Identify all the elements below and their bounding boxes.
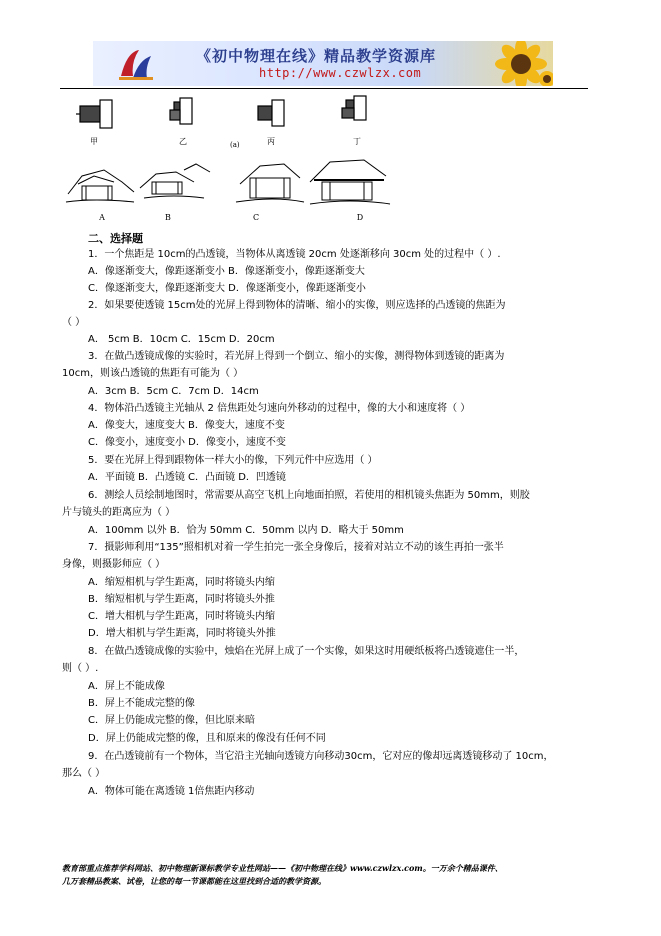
header-url[interactable]: http://www.czwlzx.com [259,66,422,80]
q4-stem: 4．物体沿凸透镜主光轴从 2 倍焦距处匀速向外移动的过程中，像的大小和速度将（ ） [88,403,471,414]
footer-line-2: 几万套精品教案、试卷，让您的每一节课都能在这里找到合适的教学资源。 [62,876,326,886]
q1-stem: 1．一个焦距是 10cm的凸透镜，当物体从离透镜 20cm 处逐渐移向 30cm 处的过程中（ ）. [88,249,501,260]
q1-options-ab: A．像逐渐变大，像距逐渐变小 B．像逐渐变小，像距逐渐变大 [88,266,365,277]
q6-stem: 6．测绘人员绘制地图时，常需要从高空飞机上向地面拍照，若使用的相机镜头焦距为 50mm，则胶 [88,490,530,501]
q7-option-b: B．缩短相机与学生距离，同时将镜头外推 [88,594,275,605]
page-footer [62,862,602,888]
label-ding: 丁 [353,137,361,146]
scene-d [310,160,390,204]
q9-stem-cont: 那么（ ） [62,768,106,779]
scene-a [66,170,134,202]
header-rule [60,88,588,89]
label-B: B [165,213,171,222]
q3-stem: 3．在做凸透镜成像的实验时，若光屏上得到一个倒立、缩小的实像，测得物体到透镜的距离为 [88,351,505,362]
footer-line-1: 教育部重点推荐学科网站、初中物理新课标教学专业性网站——《初中物理在线》www.czwlzx.com。一万余个精品课件、 [62,863,503,873]
q7-option-d: D．增大相机与学生距离，同时将镜头外推 [88,628,276,639]
scene-b [140,164,210,198]
q7-option-a: A．缩短相机与学生距离，同时将镜头内缩 [88,577,275,588]
q9-stem: 9．在凸透镜前有一个物体，当它沿主光轴向透镜方向移动30cm，它对应的像却远离透镜移动了 10cm， [88,751,554,762]
q5-options: A．平面镜 B．凸透镜 C．凸面镜 D．凹透镜 [88,472,286,483]
q6-stem-cont: 片与镜头的距离应为（ ） [62,507,176,518]
q5-stem: 5．要在光屏上得到跟物体一样大小的像，下列元件中应选用（ ） [88,455,378,466]
q7-option-c: C．增大相机与学生距离，同时将镜头内缩 [88,611,275,622]
q1-options-cd: C．像逐渐变大，像距逐渐变大 D．像逐渐变小，像距逐渐变小 [88,283,366,294]
q2-stem-cont: （ ） [62,317,86,328]
label-A: A [99,213,105,222]
q8-stem-cont: 则（ ）. [62,663,99,674]
section-title: 二、选择题 [88,232,143,245]
scene-c [236,164,304,202]
label-bing: 丙 [267,137,275,146]
q3-options: A．3cm B．5cm C．7cm D．14cm [88,386,259,397]
label-jia: 甲 [90,137,98,146]
q8-stem: 8．在做凸透镜成像的实验中，烛焰在光屏上成了一个实像，如果这时用硬纸板将凸透镜遮住一半， [88,646,525,657]
q7-stem-cont: 身像，则摄影师应（ ） [62,559,166,570]
header-banner [93,41,553,86]
label-yi: 乙 [179,137,187,146]
q3-stem-cont: 10cm，则该凸透镜的焦距有可能为（ ） [62,368,244,379]
q6-options: A．100mm 以外 B．恰为 50mm C．50mm 以内 D．略大于 50mm [88,525,404,536]
q8-option-c: C．屏上仍能成完整的像，但比原来暗 [88,715,255,726]
pavilion-figure [64,158,394,224]
q2-options: A． 5cm B．10cm C．15cm D．20cm [88,334,275,345]
camera-jia [76,100,112,128]
q4-options-ab: A．像变大，速度变大 B．像变大，速度不变 [88,420,285,431]
camera-figure [68,94,388,154]
camera-yi [170,98,192,124]
camera-bing [258,100,284,126]
sunflower-image [485,41,553,86]
label-C: C [252,213,260,222]
q7-stem: 7．摄影师利用“135”照相机对着一学生拍完一张全身像后，接着对站立不动的该生再拍一张半 [88,542,504,553]
q8-option-a: A．屏上不能成像 [88,681,165,692]
q4-options-cd: C．像变小，速度变小 D．像变小，速度不变 [88,437,286,448]
q8-option-b: B．屏上不能成完整的像 [88,698,195,709]
label-D: D [356,213,364,222]
header-title: 《初中物理在线》精品教学资源库 [196,47,437,65]
figure-caption: (a) [230,141,240,149]
q2-stem: 2．如果要使透镜 15cm处的光屏上得到物体的清晰、缩小的实像，则应选择的凸透镜的焦距为 [88,300,506,311]
q9-option-a: A．物体可能在离透镜 1倍焦距内移动 [88,786,255,797]
site-logo [117,46,155,82]
camera-ding [342,96,366,120]
q8-option-d: D．屏上仍能成完整的像，且和原来的像没有任何不同 [88,733,326,744]
